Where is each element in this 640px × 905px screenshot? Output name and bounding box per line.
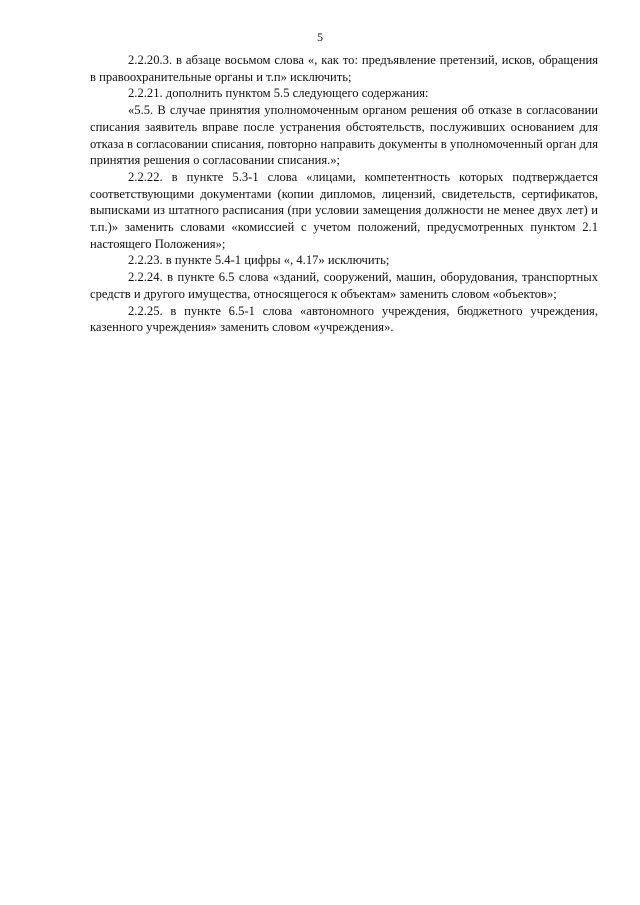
paragraph-2-2-20-3: 2.2.20.3. в абзаце восьмом слова «, как то: предъявление претензий, исков, обращения в правоохранительные органы и т.п» исключить; — [90, 53, 598, 84]
page-number: 5 — [317, 30, 323, 44]
paragraph-2-2-24: 2.2.24. в пункте 6.5 слова «зданий, сооружений, машин, оборудования, транспортных средств и другого имущества, относящегося к объектам» заменить словом «объектов»; — [90, 270, 598, 301]
paragraph-2-2-21: 2.2.21. дополнить пунктом 5.5 следующего содержания: — [128, 86, 429, 101]
document-body — [90, 52, 598, 336]
paragraph-2-2-22: 2.2.22. в пункте 5.3-1 слова «лицами, компетентность которых подтверждается соответствующими документами (копии дипломов, лицензий, свидетельств, сертификатов, выписками из штатного расписания (при условии замещения должности не менее двух лет) и т.п.)» заменить словами «комиссией с учетом положений, предусмотренных пунктом 2.1 настоящего Положения»; — [90, 169, 598, 251]
paragraph-2-2-23: 2.2.23. в пункте 5.4-1 цифры «, 4.17» исключить; — [128, 253, 390, 268]
paragraph-2-2-25: 2.2.25. в пункте 6.5-1 слова «автономного учреждения, бюджетного учреждения, казенного учреждения» заменить словом «учреждения». — [90, 303, 598, 335]
paragraph-5-5-quote: «5.5. В случае принятия уполномоченным органом решения об отказе в согласовании списания заявитель вправе после устранения обстоятельств, послуживших основанием для отказа в согласовании списания, повторно направить документы в уполномоченный орган для принятия решения о согласовании списания.»; — [90, 103, 598, 168]
